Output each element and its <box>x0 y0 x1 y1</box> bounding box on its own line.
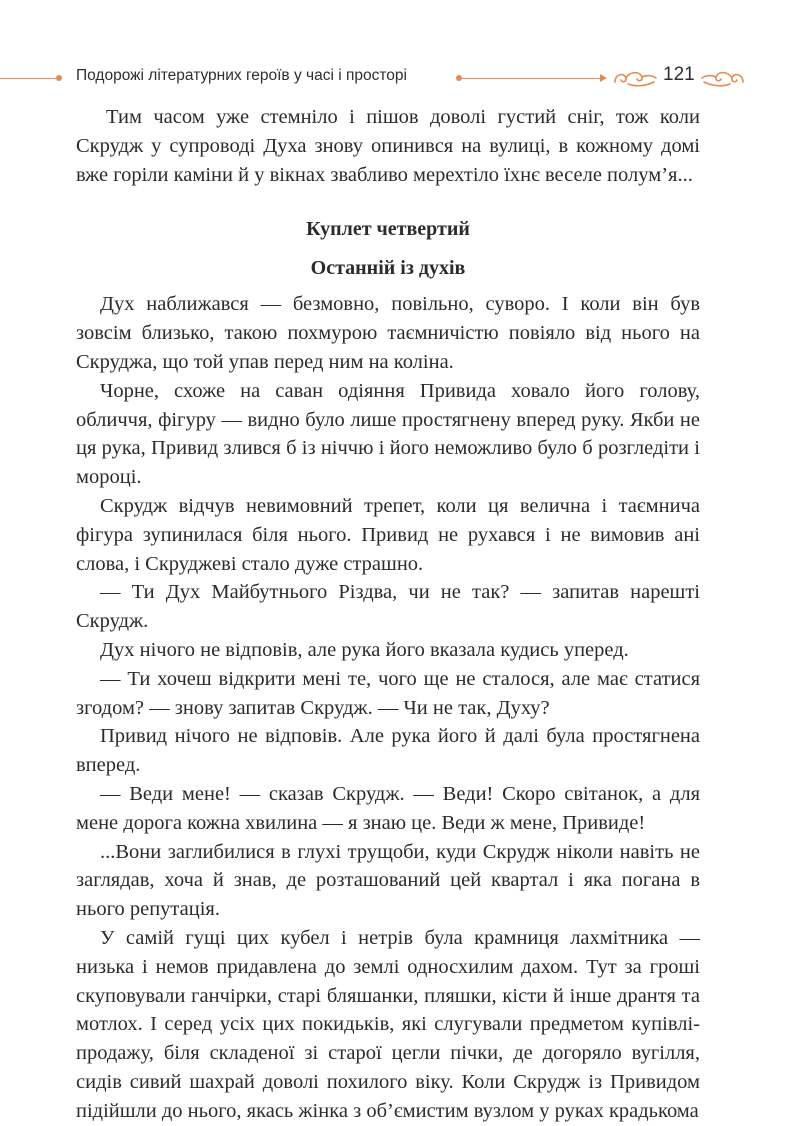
paragraph: — Ти хочеш відкрити мені те, чого ще не сталося, але має статися згодом? — знову запитав Скрудж. — Чи не так, Духу? <box>76 667 700 719</box>
paragraph: ...Вони заглибилися в глухі трущоби, куди Скрудж ніколи навіть не заглядав, хоча й знав, де розташований цей квартал і яка погана в нього репутація. <box>76 840 700 921</box>
paragraph: Тим часом уже стемніло і пішов доволі густий сніг, тож коли Скрудж у супроводі Духа знову опинився на вулиці, в кожному домі вже горіли каміни й у вікнах звабливо мерехтіло їхнє веселе полум’я... <box>76 106 700 186</box>
paragraph: У самій гущі цих кубел і нетрів була крамниця лахмітника — низька і немов придавлена до землі односхилим дахом. Тут за гроші скуповували ганчірки, старі бляшанки, пляшки, кісти й інше дрантя та мотлох. І серед усіх цих покидьків, які слугували предметом купівлі-продажу, біля складеної зі старої цегли пічки, де догоряло вугілля, сидів сивий шахрай доволі похилого віку. Коли Скрудж із Привидом підійшли до нього, якась жінка з об’ємистим вузлом у руках крадькома <box>76 926 700 1122</box>
swirl-ornament-icon <box>612 66 658 90</box>
paragraph: — Ти Дух Майбутнього Різдва, чи не так? — запитав нарешті Скрудж. <box>76 581 700 633</box>
paragraph: Дух наближався — безмовно, повільно, суворо. І коли він був зовсім близько, такою похмурою таємничістю повіяло від нього на Скруджа, що той упав перед ним на коліна. <box>76 293 700 373</box>
running-title: Подорожі літературних героїв у часі і просторі <box>76 67 407 84</box>
page-header <box>0 62 794 96</box>
paragraph: — Веди мене! — сказав Скрудж. — Веди! Скоро світанок, а для мене дорога кожна хвилина — я знаю це. Веди ж мене, Привиде! <box>76 782 700 834</box>
paragraph: Чорне, схоже на саван одіяння Привида ховало його голову, обличчя, фігуру — видно було лише простягнену вперед руку. Якби не ця рука, Привид злився б із ніччю і його неможливо було б розгледіти і мороці. <box>76 379 700 489</box>
header-arrow-icon <box>600 74 607 82</box>
page-body <box>76 103 700 1126</box>
chapter-subheading: Останній із духів <box>310 257 466 280</box>
swirl-ornament-icon-right <box>700 66 746 90</box>
header-rule-mid <box>462 78 602 79</box>
paragraph: Скрудж відчув невимовний трепет, коли ця велична і таємнича фігура зупинилася біля нього. Привид не рухався і не вимовив ані слова, і Скруджеві стало дуже страшно. <box>76 494 700 575</box>
paragraph: Дух нічого не відповів, але рука його вказала кудись уперед. <box>100 638 629 661</box>
header-rule-left <box>0 78 56 79</box>
paragraph: Привид нічого не відповів. Але рука його й далі була простягнена вперед. <box>76 725 700 777</box>
header-rule-dot-left <box>56 75 62 81</box>
chapter-heading: Куплет четвертий <box>306 218 470 241</box>
page-number: 121 <box>663 64 695 85</box>
